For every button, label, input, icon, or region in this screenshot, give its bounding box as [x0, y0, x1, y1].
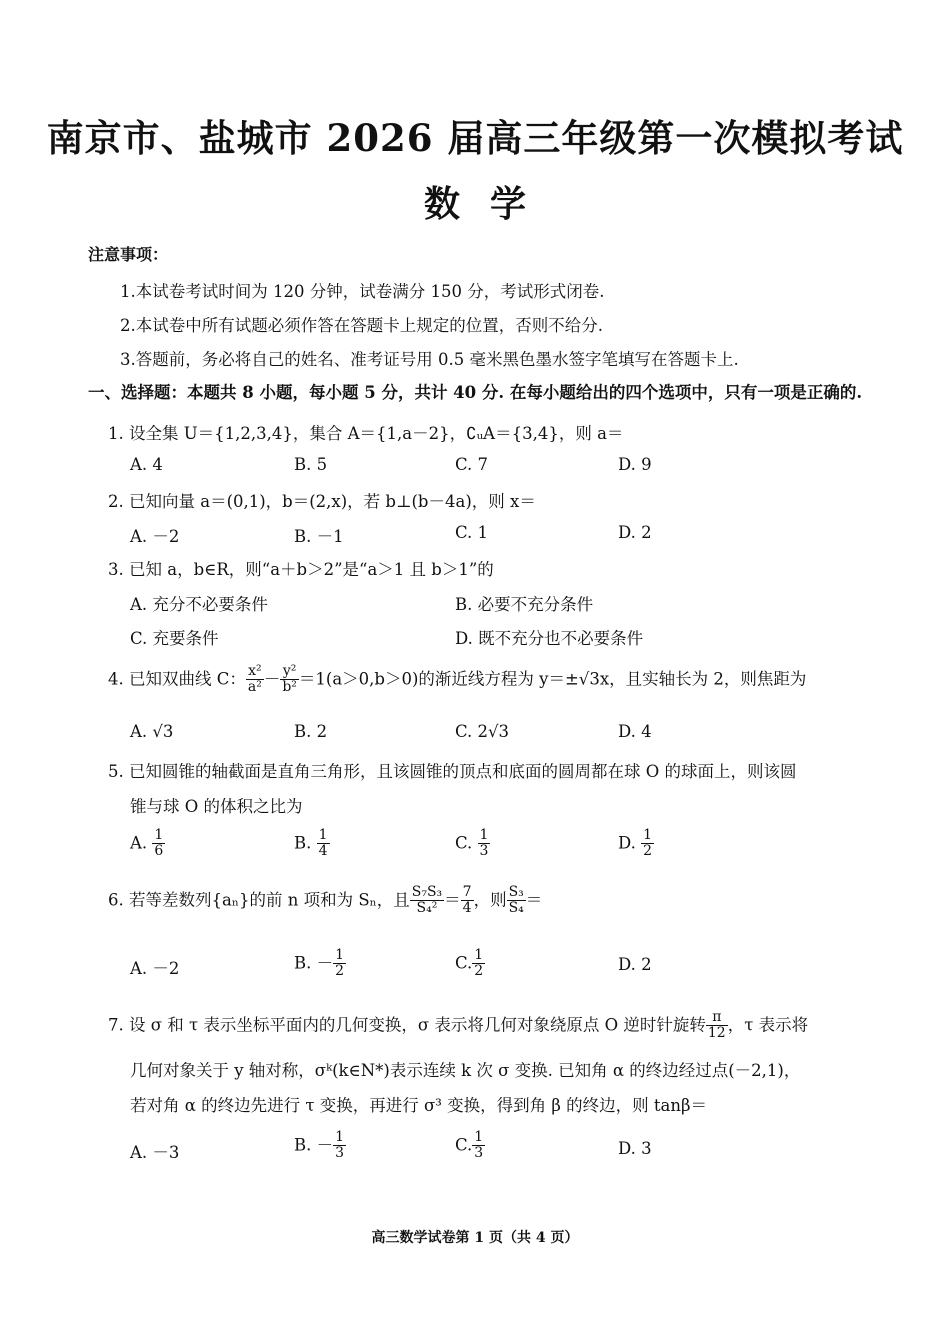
- page-footer: 高三数学试卷第 1 页（共 4 页）: [371, 1230, 579, 1246]
- question-5-stem-line2: 锥与球 O 的体积之比为: [130, 797, 303, 816]
- question-7-option-c: [455, 1130, 485, 1162]
- question-2-option-c: C. 1: [455, 523, 489, 542]
- frac-numerator: 1: [479, 827, 489, 843]
- equals-sign: ＝: [444, 890, 461, 910]
- target-fraction: [507, 885, 526, 917]
- frac-denominator: S₄²: [416, 900, 438, 917]
- frac-denominator: 4: [318, 843, 328, 860]
- frac-numerator: x²: [246, 664, 264, 680]
- question-6-stem-post: ＝: [525, 890, 543, 910]
- option-label: B. －: [294, 1135, 334, 1155]
- frac-numerator: S₇S₃: [411, 884, 443, 900]
- question-4-option-d: D. 4: [618, 722, 652, 741]
- question-7-stem-line1: [108, 1010, 808, 1042]
- frac-denominator: 3: [335, 1145, 345, 1162]
- question-4-stem: [108, 664, 806, 696]
- frac-denominator: b²: [282, 679, 297, 696]
- frac-numerator: 7: [462, 884, 472, 900]
- question-5-option-b: [294, 828, 330, 860]
- frac-numerator: 1: [643, 827, 653, 843]
- notice-item-1: 1.本试卷考试时间为 120 分钟，试卷满分 150 分，考试形式闭卷.: [120, 282, 605, 301]
- question-3-option-d: D. 既不充分也不必要条件: [455, 629, 644, 648]
- question-4-option-a: A. √3: [130, 722, 174, 741]
- question-1-option-c: C. 7: [455, 455, 489, 474]
- option-fraction: [317, 828, 330, 860]
- hyperbola-y-term: [280, 664, 299, 696]
- question-6-option-b: [294, 948, 346, 980]
- frac-denominator: 6: [154, 843, 164, 860]
- option-fraction: [641, 828, 654, 860]
- question-6-stem-pre: 6. 若等差数列{aₙ}的前 n 项和为 Sₙ，且: [108, 890, 410, 910]
- question-7-line1-pre: 7. 设 σ 和 τ 表示坐标平面内的几何变换，σ 表示将几何对象绕原点 O 逆时针旋转: [108, 1015, 706, 1035]
- frac-denominator: a²: [247, 679, 262, 696]
- question-4-stem-pre: 4. 已知双曲线 C：: [108, 669, 246, 689]
- option-label: C.: [455, 833, 473, 853]
- question-5-option-a: [130, 828, 165, 860]
- question-7-option-a: A. －3: [130, 1143, 180, 1162]
- question-1-stem: 1. 设全集 U＝{1,2,3,4}，集合 A＝{1,a－2}，∁ᵤA＝{3,4}，则 a＝: [108, 424, 624, 443]
- subject-title: 数学: [423, 183, 556, 225]
- frac-numerator: 1: [474, 1129, 484, 1145]
- frac-denominator: 3: [479, 843, 489, 860]
- question-6-option-a: A. －2: [130, 959, 180, 978]
- frac-denominator: 2: [474, 963, 484, 980]
- option-fraction: [152, 828, 165, 860]
- frac-denominator: 2: [335, 963, 345, 980]
- option-fraction: [472, 948, 485, 980]
- notice-item-2: 2.本试卷中所有试题必须作答在答题卡上规定的位置，否则不给分.: [120, 316, 603, 335]
- option-fraction: [478, 828, 491, 860]
- question-2-option-a: A. －2: [130, 527, 180, 546]
- question-3-option-c: C. 充要条件: [130, 629, 219, 648]
- question-6-option-d: D. 2: [618, 955, 652, 974]
- frac-numerator: π: [706, 1010, 728, 1026]
- question-5-option-d: [618, 828, 654, 860]
- question-1-option-a: A. 4: [130, 455, 163, 474]
- option-label: C.: [455, 953, 473, 973]
- question-1-option-b: B. 5: [294, 455, 328, 474]
- ratio-fraction: [410, 885, 444, 917]
- frac-denominator: 3: [474, 1145, 484, 1162]
- option-fraction: [333, 1130, 346, 1162]
- question-2-option-b: B. －1: [294, 527, 344, 546]
- question-4-option-b: B. 2: [294, 722, 328, 741]
- hyperbola-x-term: [246, 664, 264, 696]
- frac-numerator: 1: [474, 947, 484, 963]
- frac-numerator: 1: [335, 947, 345, 963]
- question-2-option-d: D. 2: [618, 523, 652, 542]
- frac-numerator: y²: [280, 664, 299, 680]
- option-fraction: [472, 1130, 485, 1162]
- question-4-option-c: C. 2√3: [455, 722, 510, 741]
- frac-denominator: 4: [462, 900, 472, 917]
- exam-title: 南京市、盐城市 2026 届高三年级第一次模拟考试: [46, 116, 904, 160]
- frac-denominator: 12: [707, 1025, 726, 1042]
- option-label: B.: [294, 833, 312, 853]
- question-7-stem-line3: 若对角 α 的终边先进行 τ 变换，再进行 σ³ 变换，得到角 β 的终边，则 tanβ＝: [130, 1096, 708, 1115]
- question-6-stem-mid: ，则: [473, 890, 507, 910]
- frac-numerator: 1: [335, 1129, 345, 1145]
- notice-heading: 注意事项：: [88, 245, 169, 264]
- frac-numerator: 1: [154, 827, 164, 843]
- question-6-stem: [108, 885, 542, 917]
- question-7-line1-post: ，τ 表示将: [727, 1015, 809, 1035]
- question-3-option-b: B. 必要不充分条件: [455, 595, 594, 614]
- option-label: A.: [130, 833, 148, 853]
- section-heading: 一、选择题：本题共 8 小题，每小题 5 分，共计 40 分. 在每小题给出的四个选项中，只有一项是正确的.: [88, 383, 863, 402]
- question-6-option-c: [455, 948, 485, 980]
- question-7-option-b: [294, 1130, 346, 1162]
- question-5-option-c: [455, 828, 490, 860]
- question-1-option-d: D. 9: [618, 455, 652, 474]
- option-label: C.: [455, 1135, 473, 1155]
- question-2-stem: 2. 已知向量 a＝(0,1)，b＝(2,x)，若 b⊥(b－4a)，则 x＝: [108, 492, 536, 511]
- option-label: B. －: [294, 953, 334, 973]
- question-7-option-d: D. 3: [618, 1139, 652, 1158]
- question-4-stem-post: ＝1(a＞0,b＞0)的渐近线方程为 y＝±√3x，且实轴长为 2，则焦距为: [298, 669, 807, 689]
- notice-item-3: 3.答题前，务必将自己的姓名、准考证号用 0.5 毫米黑色墨水签字笔填写在答题卡上.: [120, 350, 739, 369]
- frac-numerator: S₃: [508, 884, 524, 900]
- frac-numerator: 1: [318, 827, 328, 843]
- value-fraction: [461, 885, 474, 917]
- question-3-stem: 3. 已知 a，b∈R，则“a＋b＞2”是“a＞1 且 b＞1”的: [108, 560, 494, 579]
- option-label: D.: [618, 833, 636, 853]
- question-7-stem-line2: 几何对象关于 y 轴对称，σᵏ(k∈N*)表示连续 k 次 σ 变换. 已知角 α 的终边经过点(－2,1)，: [130, 1061, 801, 1080]
- option-fraction: [333, 948, 346, 980]
- question-3-option-a: A. 充分不必要条件: [130, 595, 268, 614]
- rotation-fraction: [706, 1010, 728, 1042]
- minus-sign: －: [263, 669, 281, 689]
- question-5-stem-line1: 5. 已知圆锥的轴截面是直角三角形，且该圆锥的顶点和底面的圆周都在球 O 的球面上，则该圆: [108, 762, 797, 781]
- frac-denominator: 2: [643, 843, 653, 860]
- frac-denominator: S₄: [508, 900, 524, 917]
